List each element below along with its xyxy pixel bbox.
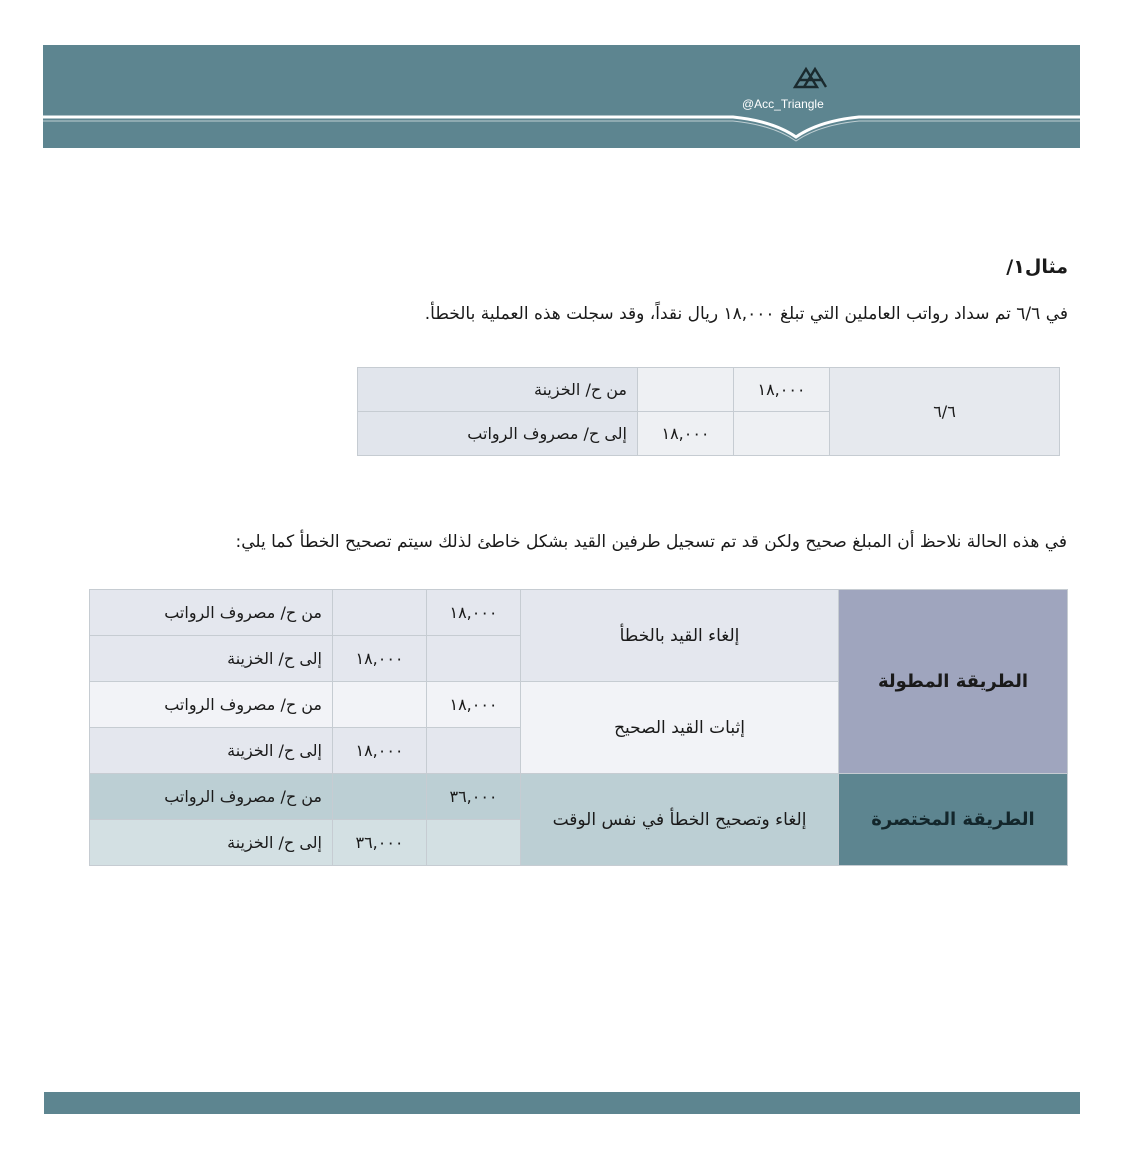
- handle-text: @Acc_Triangle: [742, 97, 824, 111]
- example-title: مثال١/: [1006, 256, 1068, 278]
- account-cell: من ح/ الخزينة: [358, 368, 638, 412]
- debit-cell: ٣٦,٠٠٠: [427, 774, 521, 820]
- debit-cell: ١٨,٠٠٠: [427, 682, 521, 728]
- example-description: في ٦/٦ تم سداد رواتب العاملين التي تبلغ ١٨,٠٠٠ ريال نقداً، وقد سجلت هذه العملية بالخطأ.: [424, 304, 1068, 324]
- combined-step-label: إلغاء وتصحيح الخطأ في نفس الوقت: [521, 774, 839, 866]
- short-method-label: الطريقة المختصرة: [839, 774, 1068, 866]
- debit-cell: [734, 412, 830, 456]
- credit-cell: ١٨,٠٠٠: [333, 728, 427, 774]
- account-cell: من ح/ مصروف الرواتب: [90, 682, 333, 728]
- account-cell: إلى ح/ الخزينة: [90, 636, 333, 682]
- debit-cell: ١٨,٠٠٠: [427, 590, 521, 636]
- account-cell: من ح/ مصروف الرواتب: [90, 590, 333, 636]
- header-wave-line: [43, 45, 1080, 148]
- account-cell: من ح/ مصروف الرواتب: [90, 774, 333, 820]
- credit-cell: ٣٦,٠٠٠: [333, 820, 427, 866]
- account-cell: إلى ح/ مصروف الرواتب: [358, 412, 638, 456]
- header-banner: [43, 45, 1080, 148]
- table-row: [358, 368, 1060, 412]
- table-row: [90, 774, 1068, 820]
- debit-cell: [427, 820, 521, 866]
- credit-cell: ١٨,٠٠٠: [638, 412, 734, 456]
- correct-step-label: إثبات القيد الصحيح: [521, 682, 839, 774]
- correction-table: [89, 589, 1068, 866]
- entry-date: ٦/٦: [830, 368, 1060, 456]
- table-row: [90, 590, 1068, 636]
- cancel-step-label: إلغاء القيد بالخطأ: [521, 590, 839, 682]
- note-paragraph: في هذه الحالة نلاحظ أن المبلغ صحيح ولكن قد تم تسجيل طرفين القيد بشكل خاطئ لذلك سيتم تصحيح الخطأ كما يلي:: [235, 532, 1067, 552]
- account-cell: إلى ح/ الخزينة: [90, 728, 333, 774]
- account-cell: إلى ح/ الخزينة: [90, 820, 333, 866]
- footer-band: [44, 1092, 1080, 1114]
- long-method-label: الطريقة المطولة: [839, 590, 1068, 774]
- credit-cell: [333, 682, 427, 728]
- credit-cell: [333, 590, 427, 636]
- credit-cell: [638, 368, 734, 412]
- debit-cell: ١٨,٠٠٠: [734, 368, 830, 412]
- credit-cell: ١٨,٠٠٠: [333, 636, 427, 682]
- debit-cell: [427, 728, 521, 774]
- triangle-logo-icon: [795, 69, 826, 87]
- debit-cell: [427, 636, 521, 682]
- credit-cell: [333, 774, 427, 820]
- wrong-entry-table: [357, 367, 1060, 456]
